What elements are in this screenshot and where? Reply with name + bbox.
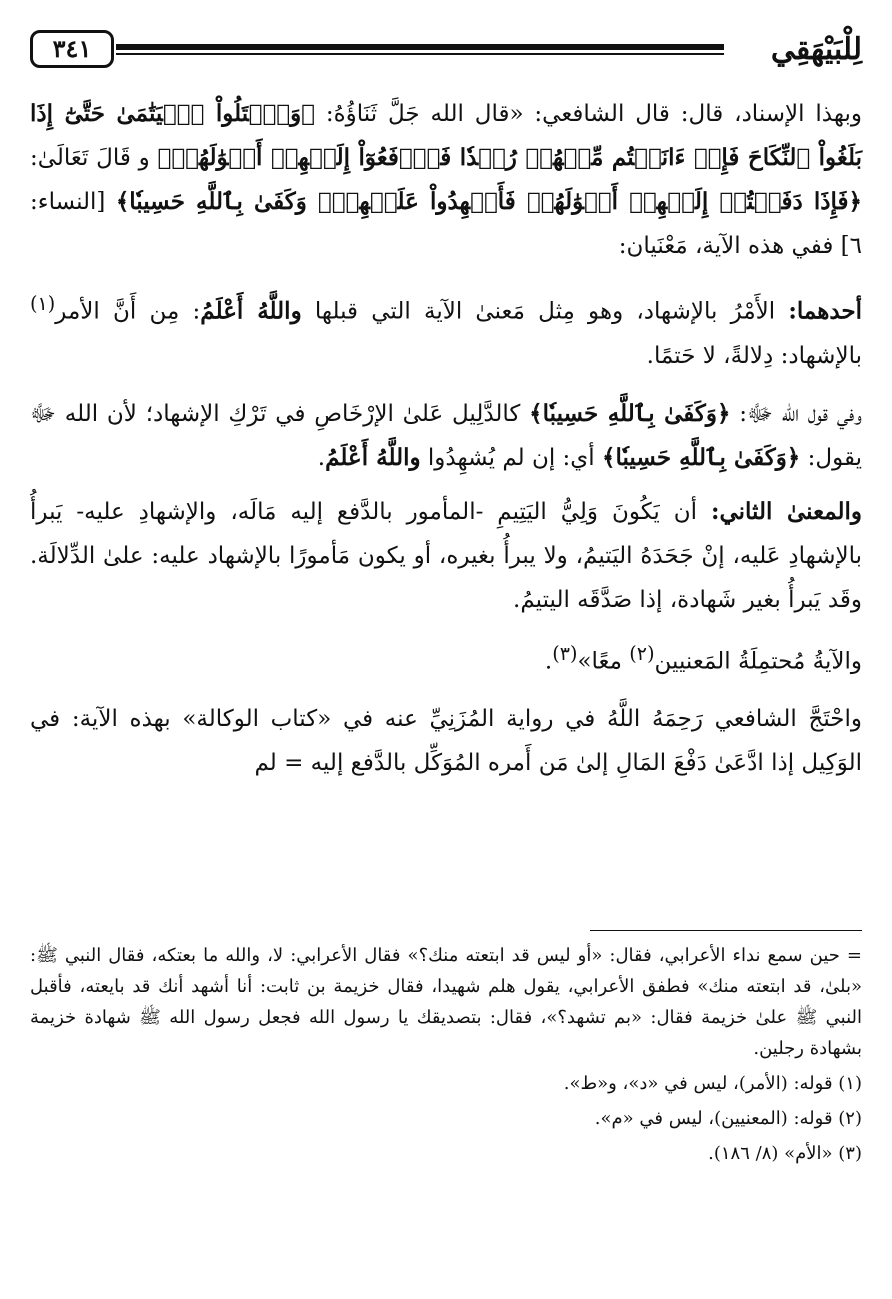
paragraph-3 <box>30 392 862 480</box>
p2-lead: أحدهما: <box>788 297 863 325</box>
footnote-ref-2: (٢) <box>629 641 655 665</box>
paragraph-4 <box>30 490 862 622</box>
quran-verse-1: ﴿وَٱبۡتَلُواْ ٱلۡيَتَٰمَىٰ حَتَّىٰٓ إِذَا بَلَغُواْ ٱلنِّكَاحَ فَإِنۡ ءَانَسۡتُم مِّنۡهُمۡ رُشۡدٗا فَٱدۡفَعُوٓاْ إِلَيۡهِمۡ أَمۡوَٰلَهُمۡ﴾ <box>30 100 863 171</box>
footnote-ref-3: (٣) <box>552 641 578 665</box>
p1-text-a: وبهذا الإسناد، قال: قال الشافعي: «قال الله جَلَّ ثَنَاؤُهُ: <box>314 101 862 127</box>
p3-text-c: أي: إن لم يُشهِدُوا <box>420 444 602 471</box>
header-rule <box>116 44 724 58</box>
running-title: لِلْبَيْهَقِي <box>770 32 862 67</box>
header-rule-thin <box>116 53 724 55</box>
footnote-3: (٣) «الأم» (٨/ ١٨٦). <box>708 1143 862 1164</box>
quran-verse-4: ﴿وَكَفَىٰ بِٱللَّهِ حَسِيبٗا﴾ <box>602 443 801 471</box>
header-rule-thick <box>116 44 724 50</box>
p3-text-d: . <box>317 444 326 471</box>
p1-text-b: و قَالَ تَعَالَىٰ: <box>30 145 158 171</box>
p1-text-c: [النساء: ٦] ففي هذه الآية، مَعْنَيان: <box>30 189 862 259</box>
paragraph-1 <box>30 92 862 268</box>
p2-allah-phrase: واللَّهُ أَعْلَمُ <box>200 297 302 325</box>
p5-text-c: . <box>544 648 553 675</box>
footnote-rule <box>590 930 862 931</box>
footnote-continuation: = حين سمع نداء الأعرابي، فقال: «أو ليس قد ابتعته منك؟» فقال الأعرابي: لا، والله ما بعتكه، فقال النبي ﷺ: «بلىٰ، قد ابتعته منك» فطفق الأعرابي، يقول هلم شهيدا، فقال خزيمة بن ثابت: أنا أشهد أنك قد بايعته، فأقبل النبي ﷺ علىٰ خزيمة فقال: «بم تشهد؟»، فقال: بتصديقك يا رسول الله فجعل رسول الله ﷺ شهادة خزيمة بشهادة رجلين. <box>30 945 862 1059</box>
footnotes <box>30 940 862 1173</box>
main-text <box>30 92 862 795</box>
footnote-ref-1: (١) <box>30 292 56 315</box>
p2-text-b: : مِن أَنَّ الأمر <box>55 298 201 325</box>
footnote-1: (١) قوله: (الأمر)، ليس في «د»، و«ط». <box>563 1073 862 1094</box>
footnote-2: (٢) قوله: (المعنيين)، ليس في «م». <box>594 1108 862 1129</box>
p4-text-a: أن يَكُونَ وَلِيُّ اليَتِيمِ -المأمور بالدَّفع إليه مَالَه، والإشهادِ عليه- يَبرأُ بالإشهادِ عَليه، إنْ جَحَدَهُ اليَتيمُ، ولا يبرأُ بغيره، أو يكون مَأمورًا بالإشهاد عليه: علىٰ الدِّلالَة. وقَد يَبرأُ بغير شَهادة، إذا صَدَّقَه اليتيمُ. <box>30 498 862 613</box>
p5-text-a: والآيةُ مُحتمِلَةُ المَعنيين <box>654 648 862 675</box>
p3-allah-phrase: واللَّهُ أَعْلَمُ <box>325 443 421 471</box>
p5-text-b: معًا» <box>577 648 630 675</box>
page-header <box>30 28 862 76</box>
paragraph-5 <box>30 632 862 684</box>
p6-text-a: واحْتَجَّ الشافعي رَحِمَهُ اللَّهُ في رواية المُزَنِيِّ عنه في «كتاب الوكالة» بهذه الآية: في الوَكِيل إذا ادَّعَىٰ دَفْعَ المَالِ إلىٰ مَن أَمره المُوَكِّل بالدَّفع إليه = لم <box>30 706 862 777</box>
p2-text-a: الأَمْرُ بالإشهاد، وهو مِثل مَعنىٰ الآية التي قبلها <box>301 298 789 325</box>
p3-text-a: وفي قول الله ﷻ: <box>730 400 862 427</box>
paragraph-6 <box>30 697 862 785</box>
quran-verse-2: ﴿فَإِذَا دَفَعۡتُمۡ إِلَيۡهِمۡ أَمۡوَٰلَهُمۡ فَأَشۡهِدُواْ عَلَيۡهِمۡۚ وَكَفَىٰ بِٱللَّهِ حَسِيبٗا﴾ <box>115 188 862 215</box>
page-number: ٣٤١ <box>30 30 114 68</box>
paragraph-2 <box>30 282 862 378</box>
p3-text-b: كالدَّلِيل عَلىٰ الإرْخَاصِ في تَرْكِ الإشهاد؛ لأن الله ﷻ يقول: <box>30 400 862 471</box>
p4-lead: والمعنىٰ الثاني: <box>710 497 862 525</box>
quran-verse-3: ﴿وَكَفَىٰ بِٱللَّهِ حَسِيبٗا﴾ <box>529 399 731 427</box>
p2-text-c: بالإشهاد: دِلالةً، لا حَتمًا. <box>646 342 862 369</box>
